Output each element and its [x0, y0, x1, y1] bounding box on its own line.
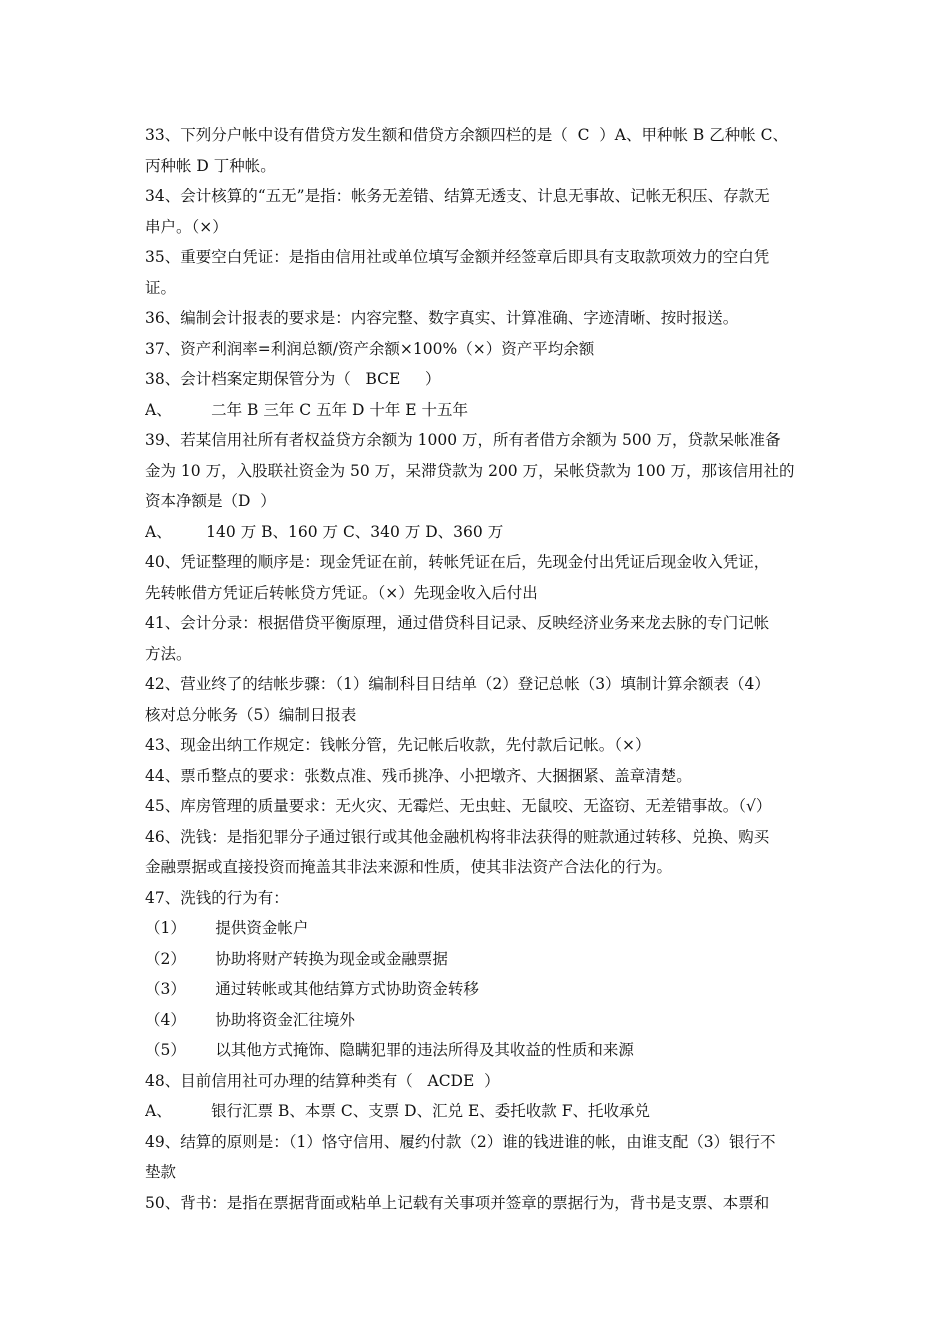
text-line: （3） 通过转帐或其他结算方式协助资金转移 — [145, 980, 479, 998]
text-line: 50、背书：是指在票据背面或粘单上记载有关事项并签章的票据行为，背书是支票、本票和 — [145, 1193, 770, 1212]
text-line: 39、若某信用社所有者权益贷方余额为 1000 万，所有者借方余额为 500 万，贷款呆帐准备 — [145, 431, 781, 449]
text-line: 47、洗钱的行为有： — [145, 888, 289, 907]
text-line: 45、库房管理的质量要求：无火灾、无霉烂、无虫蛀、无鼠咬、无盗窃、无差错事故。（√） — [145, 797, 772, 815]
text-line: 36、编制会计报表的要求是：内容完整、数字真实、计算准确、字迹清晰、按时报送。 — [145, 309, 739, 327]
text-line: 33、下列分户帐中设有借贷方发生额和借贷方余额四栏的是（ C ）A、甲种帐 B 乙种帐 C、 — [145, 126, 789, 144]
text-line: 46、洗钱：是指犯罪分子通过银行或其他金融机构将非法获得的赃款通过转移、兑换、购买 — [145, 827, 770, 846]
document-body — [145, 120, 813, 1218]
text-line: A、 140 万 B、160 万 C、340 万 D、360 万 — [145, 522, 504, 541]
text-line: 42、营业终了的结帐步骤：（1）编制科目日结单（2）登记总帐（3）填制计算余额表（4） — [145, 675, 770, 693]
text-line: A、 银行汇票 B、本票 C、支票 D、汇兑 E、委托收款 F、托收承兑 — [145, 1102, 650, 1120]
text-line: 34、会计核算的“五无”是指：帐务无差错、结算无透支、计息无事故、记帐无积压、存款无 — [145, 187, 770, 205]
text-line: 丙种帐 D 丁种帐。 — [145, 156, 276, 175]
text-line: 资本净额是（D ） — [145, 492, 276, 510]
text-line: 37、资产利润率=利润总额/资产余额×100%（×）资产平均余额 — [145, 339, 595, 358]
text-line: 44、票币整点的要求：张数点准、残币挑净、小把墩齐、大捆捆紧、盖章清楚。 — [145, 766, 692, 785]
text-line: （2） 协助将财产转换为现金或金融票据 — [145, 949, 448, 968]
text-line: 证。 — [145, 278, 177, 297]
text-line: 先转帐借方凭证后转帐贷方凭证。（×）先现金收入后付出 — [145, 583, 538, 602]
text-line: 35、重要空白凭证：是指由信用社或单位填写金额并经签章后即具有支取款项效力的空白凭 — [145, 248, 770, 266]
text-line: 43、现金出纳工作规定：钱帐分管，先记帐后收款，先付款后记帐。（×） — [145, 736, 651, 754]
text-line: A、 二年 B 三年 C 五年 D 十年 E 十五年 — [145, 400, 469, 419]
text-line: 垫款 — [145, 1163, 177, 1181]
text-line: 41、会计分录：根据借贷平衡原理，通过借贷科目记录、反映经济业务来龙去脉的专门记帐 — [145, 614, 770, 632]
text-line: 串户。（×） — [145, 217, 228, 236]
text-line: （5） 以其他方式掩饰、隐瞒犯罪的违法所得及其收益的性质和来源 — [145, 1041, 634, 1059]
text-line: （1） 提供资金帐户 — [145, 919, 309, 937]
text-line: 金为 10 万，入股联社资金为 50 万，呆滞贷款为 200 万，呆帐贷款为 100 万，那该信用社的 — [145, 461, 795, 480]
text-line: 金融票据或直接投资而掩盖其非法来源和性质，使其非法资产合法化的行为。 — [145, 858, 673, 876]
text-line: 40、凭证整理的顺序是：现金凭证在前，转帐凭证在后，先现金付出凭证后现金收入凭证， — [145, 553, 770, 571]
text-line: 方法。 — [145, 644, 192, 663]
text-line: 49、结算的原则是：（1）恪守信用、履约付款（2）谁的钱进谁的帐，由谁支配（3）银行不 — [145, 1132, 776, 1151]
text-line: 48、目前信用社可办理的结算种类有（ ACDE ） — [145, 1071, 500, 1090]
text-line: （4） 协助将资金汇往境外 — [145, 1010, 355, 1029]
text-line: 核对总分帐务（5）编制日报表 — [145, 705, 357, 724]
text-line: 38、会计档案定期保管分为（ BCE ） — [145, 370, 441, 388]
